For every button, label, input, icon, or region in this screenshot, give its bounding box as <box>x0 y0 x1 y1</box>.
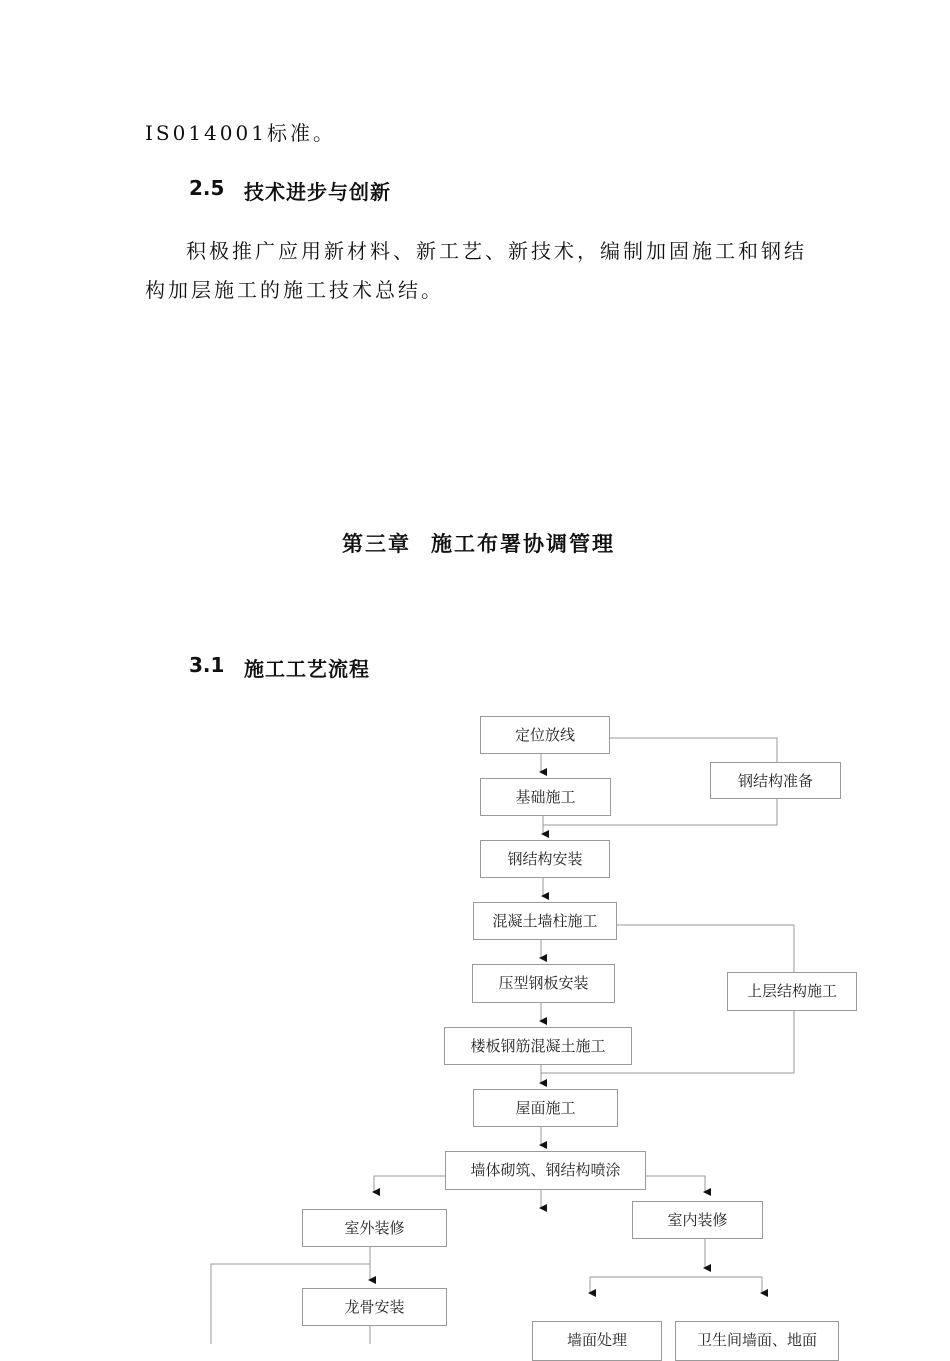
flow-box-masonry-spraying: 墙体砌筑、钢结构喷涂 <box>445 1151 646 1190</box>
flow-box-steel-installation: 钢结构安装 <box>480 840 610 878</box>
flow-box-positioning: 定位放线 <box>480 716 610 754</box>
section-2-5-number: 2.5 <box>189 176 225 200</box>
section-3-1-title: 施工工艺流程 <box>244 657 370 681</box>
flow-box-bathroom-walls-floor: 卫生间墙面、地面 <box>675 1321 839 1361</box>
text-iso-standard: IS014001标准。 <box>145 121 336 145</box>
flow-box-floor-slab: 楼板钢筋混凝土施工 <box>444 1027 632 1065</box>
line-interior-branch-right <box>705 1277 762 1293</box>
flow-box-foundation: 基础施工 <box>480 778 611 816</box>
flow-box-steel-deck: 压型钢板安装 <box>472 964 615 1003</box>
flow-box-wall-treatment: 墙面处理 <box>532 1321 662 1361</box>
flow-box-steel-preparation: 钢结构准备 <box>710 762 841 799</box>
line-interior-branch-left <box>590 1277 705 1293</box>
line-to-exterior <box>374 1176 445 1192</box>
paragraph-2-5-line-1: 积极推广应用新材料、新工艺、新技术，编制加固施工和钢结 <box>186 239 807 263</box>
section-2-5-title: 技术进步与创新 <box>244 180 391 204</box>
paragraph-2-5-line-2: 构加层施工的施工技术总结。 <box>145 278 444 302</box>
section-3-1-number: 3.1 <box>189 653 225 677</box>
line-to-interior <box>646 1176 705 1192</box>
chapter-3-number: 第三章 <box>342 532 411 556</box>
chapter-3-title: 施工布署协调管理 <box>431 532 615 556</box>
flow-box-exterior-decoration: 室外装修 <box>302 1209 447 1247</box>
flow-box-upper-structure: 上层结构施工 <box>727 972 857 1011</box>
line-steel-prep-loop <box>610 738 777 762</box>
flow-box-keel-installation: 龙骨安装 <box>302 1288 447 1326</box>
flow-box-concrete-walls: 混凝土墙柱施工 <box>473 902 617 940</box>
line-upper-structure-loop <box>617 925 794 972</box>
flow-box-interior-decoration: 室内装修 <box>632 1201 763 1239</box>
flow-box-roofing: 屋面施工 <box>473 1089 618 1127</box>
